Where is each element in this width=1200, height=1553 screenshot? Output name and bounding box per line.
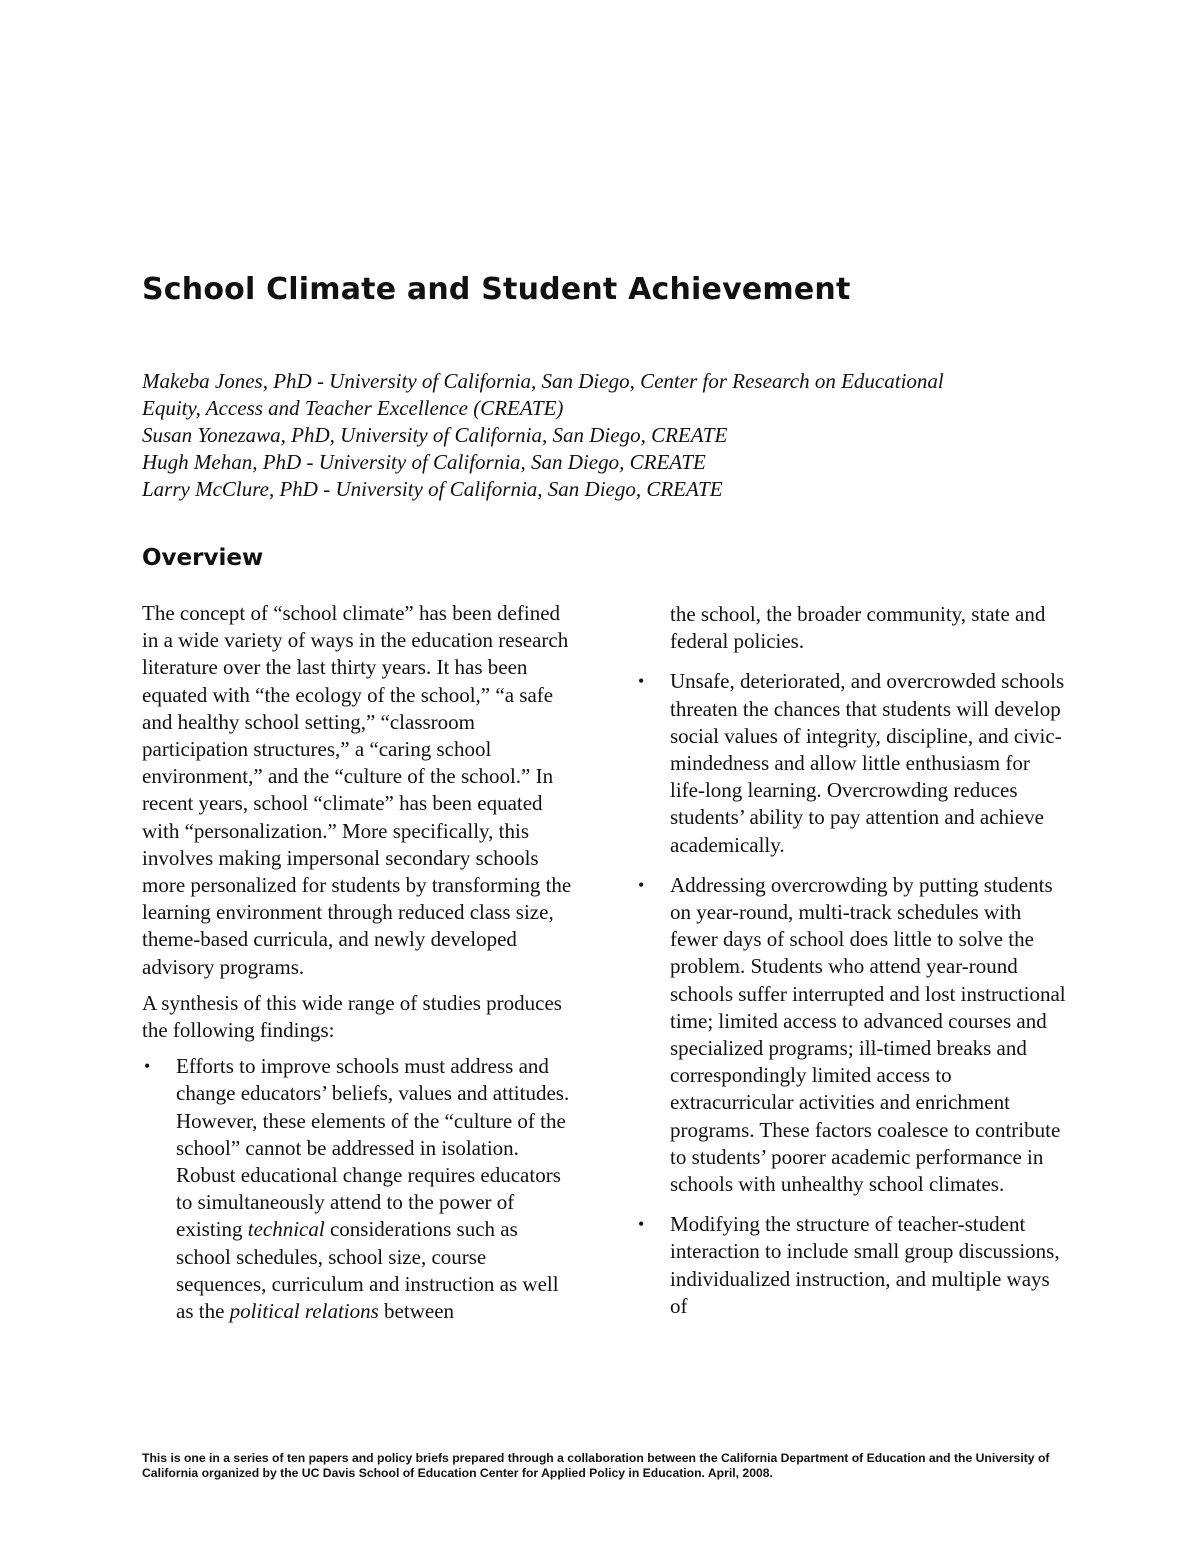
finding-item: [142, 1053, 572, 1325]
bullet-glyph: •: [144, 1056, 151, 1077]
finding-text: Addressing overcrowding by putting students on year-round, multi-track schedules with fewer days of school does little to solve the problem. Students who attend year-round schools suffer interrupted and lost instructional time; limited access to advanced courses and specialized programs; ill-timed breaks and correspondingly limited access to extracurricular activities and enrichment programs. These factors coalesce to contribute to students’ poorer academic performance in schools with unhealthy school climates.: [670, 872, 1066, 1197]
author-line: Makeba Jones, PhD - University of California, San Diego, Center for Research on Educational: [142, 369, 944, 393]
author-line: Hugh Mehan, PhD - University of California, San Diego, CREATE: [142, 450, 706, 474]
bullet-glyph: •: [638, 874, 645, 895]
finding-text: between: [378, 1299, 455, 1324]
finding-text: Efforts to improve schools must address and change educators’ beliefs, values and attitudes. However, these elements of the “culture of the school” cannot be addressed in isolation. Robust educational change requires educators to simultaneously attend to the power of existing: [176, 1054, 570, 1242]
author-line: Larry McClure, PhD - University of California, San Diego, CREATE: [142, 477, 723, 501]
findings-list-continued: [636, 668, 1066, 1320]
finding-continuation: the school, the broader community, state and federal policies.: [670, 602, 1046, 654]
left-column: [142, 600, 572, 1338]
bullet-glyph: •: [638, 1214, 645, 1235]
bullet-glyph: •: [638, 671, 645, 692]
finding-item: [636, 668, 1066, 858]
emphasis-technical: technical: [247, 1217, 325, 1242]
author-line: Susan Yonezawa, PhD, University of California, San Diego, CREATE: [142, 423, 728, 447]
finding-item: [636, 872, 1066, 1198]
right-column: [636, 601, 1066, 1333]
author-list: [142, 368, 1072, 503]
emphasis-political-relations: political relations: [229, 1299, 379, 1324]
finding-text: Modifying the structure of teacher-student interaction to include small group discussions, individualized instruction, and multiple ways of: [670, 1212, 1060, 1318]
overview-heading: Overview: [142, 545, 264, 571]
finding-text: Unsafe, deteriorated, and overcrowded schools threaten the chances that students will develop social values of integrity, discipline, and civic-mindedness and allow little enthusiasm for life-long learning. Overcrowding reduces students’ ability to pay attention and achieve academically.: [670, 669, 1065, 857]
finding-item: [636, 1211, 1066, 1320]
author-line: Equity, Access and Teacher Excellence (CREATE): [142, 396, 564, 420]
intro-paragraph: The concept of “school climate” has been defined in a wide variety of ways in the education research literature over the last thirty years. It has been equated with “the ecology of the school,” “a safe and healthy school setting,” “classroom participation structures,” a “caring school environment,” and the “culture of the school.” In recent years, school “climate” has been equated with “personalization.” More specifically, this involves making impersonal secondary schools more personalized for students by transforming the learning environment through reduced class size, theme-based curricula, and newly developed advisory programs.: [142, 601, 572, 979]
footer-note: This is one in a series of ten papers and policy briefs prepared through a collaboration between the California Department of Education and the University of California organized by the UC Davis School of Education Center for Applied Policy in Education. April, 2008.: [142, 1451, 1050, 1480]
findings-list: [142, 1053, 572, 1325]
document-title: School Climate and Student Achievement: [142, 272, 851, 307]
finding-text: considerations such as school schedules, school size, course sequences, curriculum and instruction as well as the: [176, 1217, 559, 1324]
synthesis-paragraph: A synthesis of this wide range of studies produces the following findings:: [142, 990, 562, 1043]
